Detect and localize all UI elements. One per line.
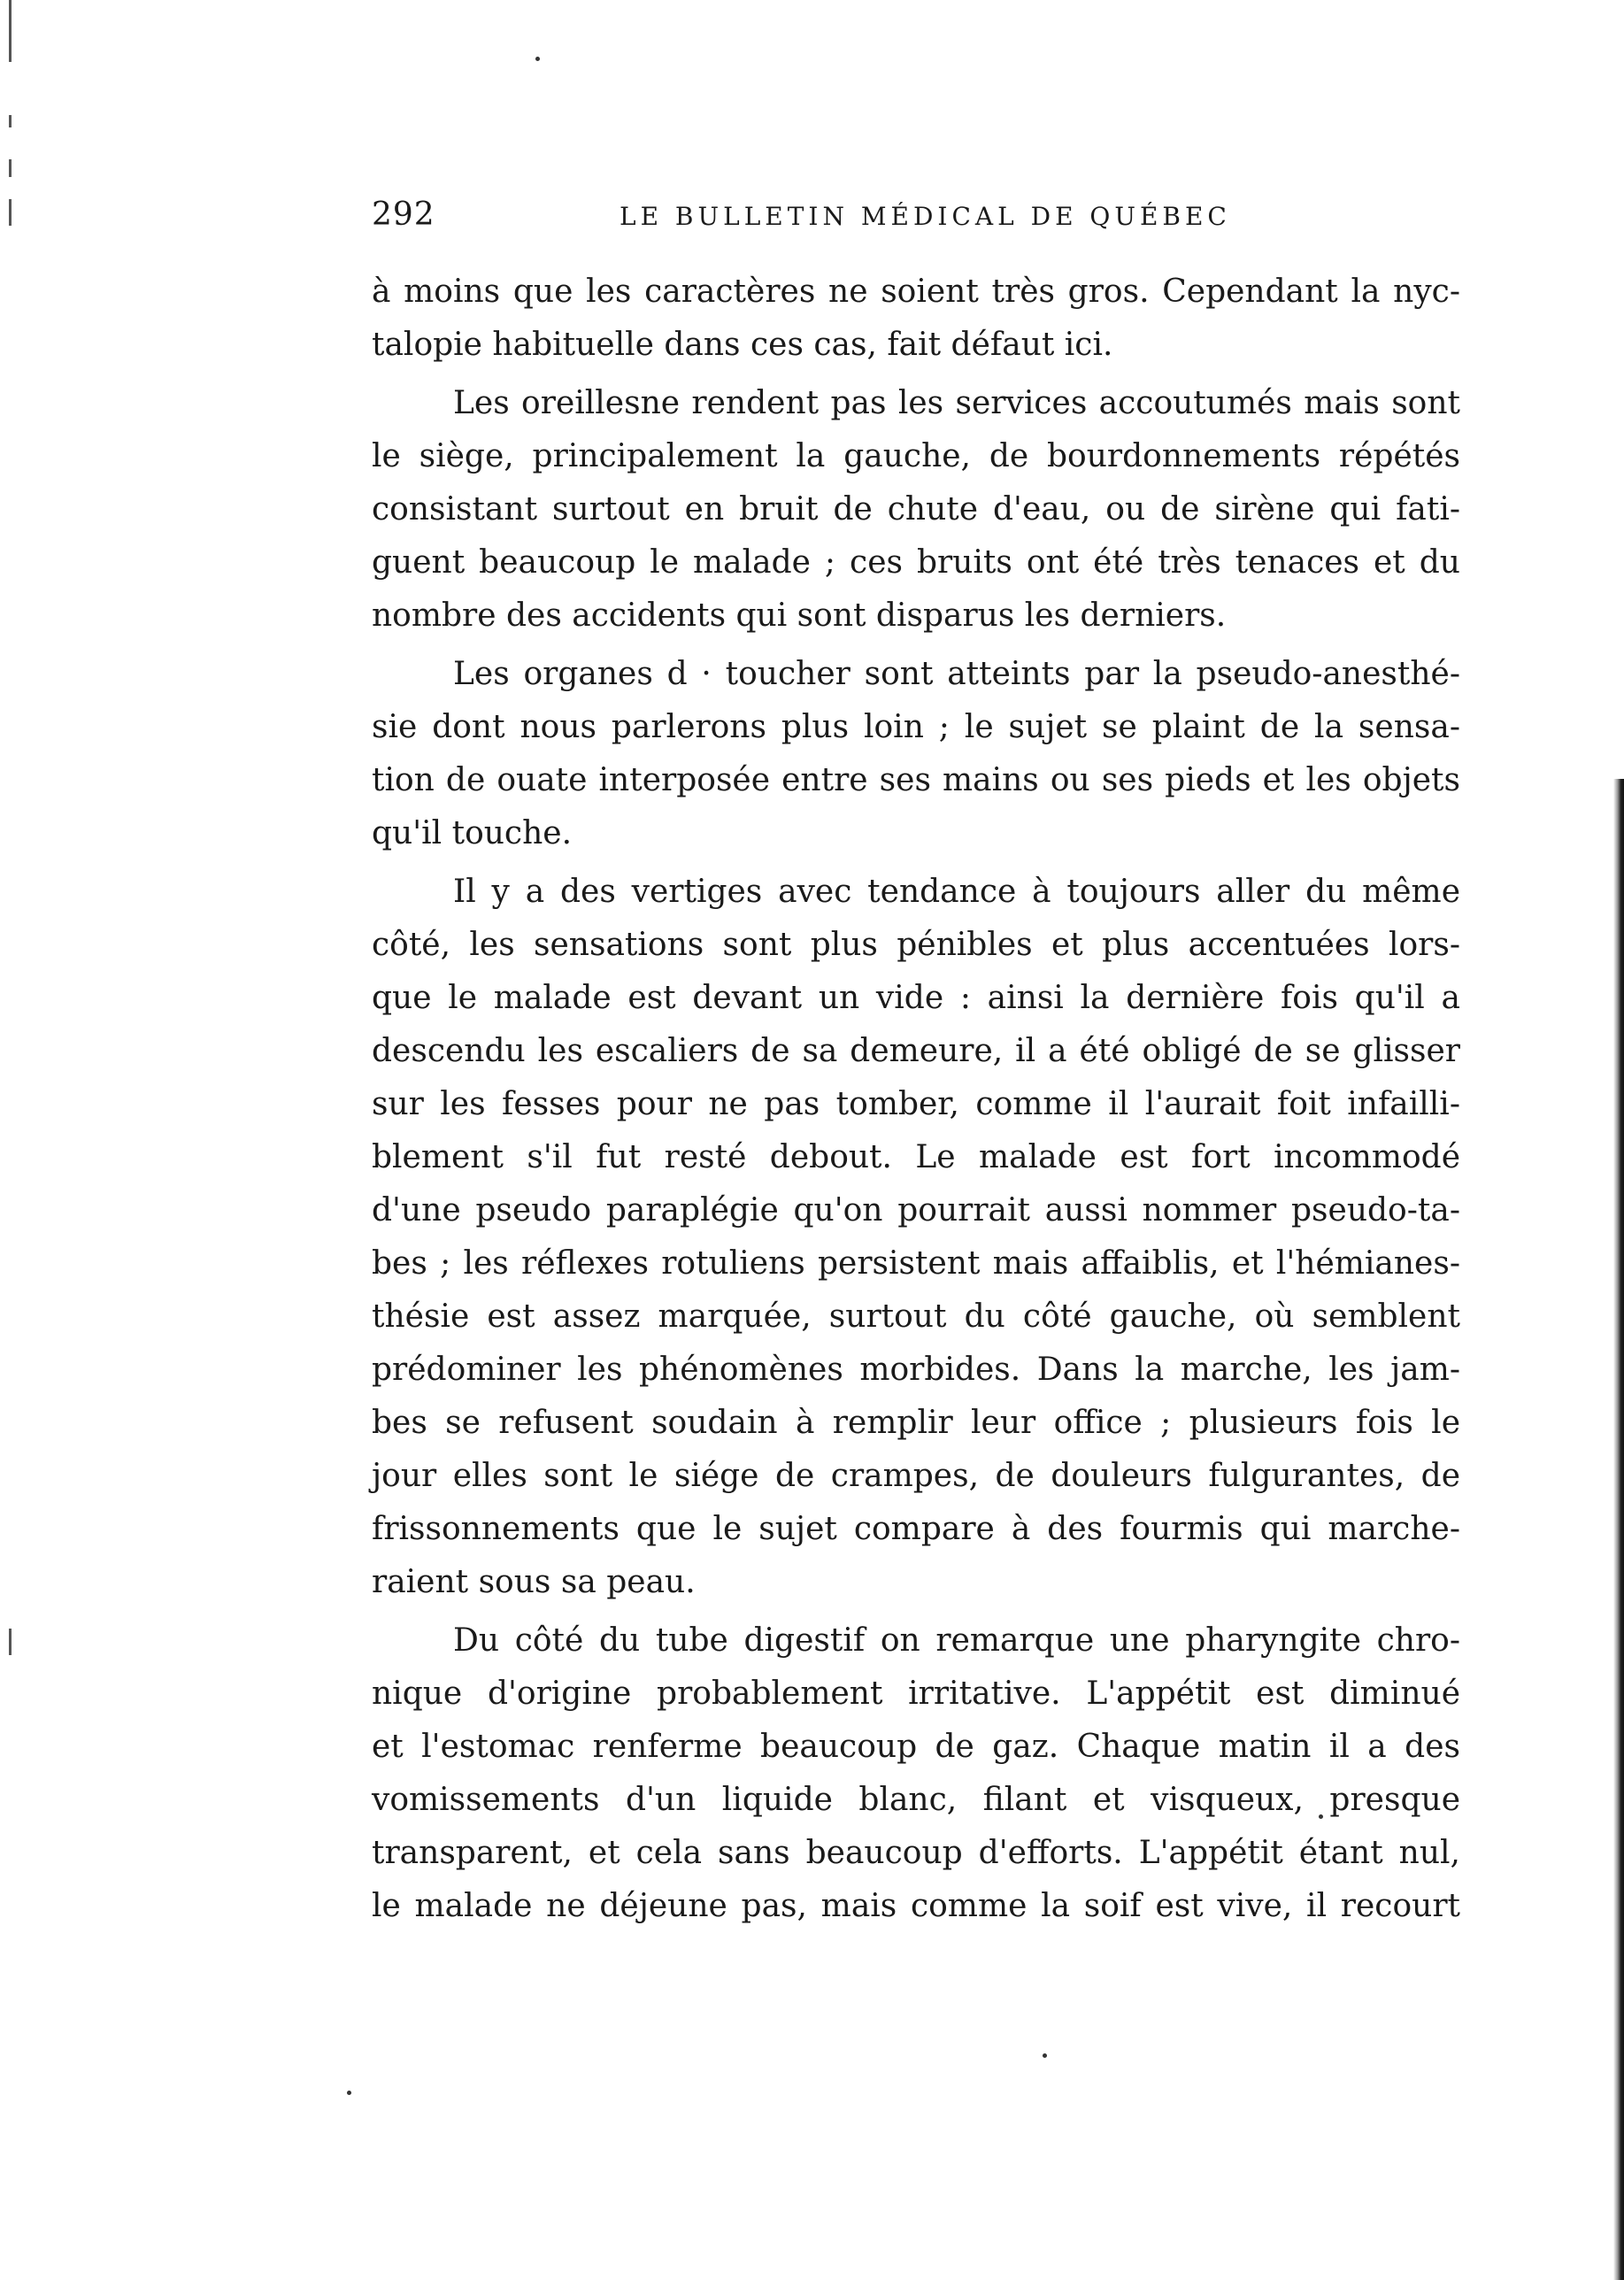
- scan-right-edge: [1613, 779, 1624, 2280]
- text-line: Il y a des vertiges avec tendance à toujours aller du même: [453, 874, 1460, 910]
- text-line: Les organes d · toucher sont atteints par la pseudo-anesthé-: [453, 656, 1460, 692]
- page-number: 292: [372, 196, 435, 233]
- text-line: tion de ouate interposée entre ses mains ou ses pieds et les objets: [372, 762, 1460, 798]
- text-line: le siège, principalement la gauche, de bourdonnements répétés: [372, 438, 1460, 474]
- scan-left-edge: [0, 0, 35, 2280]
- text-line: talopie habituelle dans ces cas, fait défaut ici.: [372, 327, 1113, 363]
- text-line: prédominer les phénomènes morbides. Dans la marche, les jam-: [372, 1352, 1460, 1388]
- paragraph: [372, 1614, 1460, 1933]
- scan-speck: [535, 57, 540, 61]
- text-line: consistant surtout en bruit de chute d'eau, ou de sirène qui fati-: [372, 491, 1460, 528]
- scan-mark: [9, 1629, 12, 1655]
- scan-mark: [9, 0, 12, 62]
- text-line: sie dont nous parlerons plus loin ; le sujet se plaint de la sensa-: [372, 709, 1460, 745]
- text-line: à moins que les caractères ne soient très gros. Cependant la nyc-: [372, 273, 1460, 310]
- text-line: frissonnements que le sujet compare à des fourmis qui marche-: [372, 1511, 1460, 1547]
- text-line: raient sous sa peau.: [372, 1564, 696, 1600]
- paragraph: [372, 866, 1460, 1609]
- text-line: Les oreillesne rendent pas les services accoutumés mais sont: [453, 385, 1460, 421]
- text-line: le malade ne déjeune pas, mais comme la soif est vive, il recourt: [372, 1888, 1460, 1924]
- text-line: bes ; les réflexes rotuliens persistent mais affaiblis, et l'hémianes-: [372, 1245, 1460, 1282]
- paragraph: [372, 266, 1460, 372]
- scan-speck: [347, 2091, 351, 2095]
- text-line: blement s'il fut resté debout. Le malade est fort incommodé: [372, 1139, 1460, 1175]
- text-line: nique d'origine probablement irritative. L'appétit est diminué: [372, 1675, 1460, 1712]
- scan-mark: [9, 199, 12, 226]
- text-line: que le malade est devant un vide : ainsi la dernière fois qu'il a: [372, 980, 1460, 1016]
- text-line: descendu les escaliers de sa demeure, il a été obligé de se glisser: [372, 1033, 1460, 1069]
- body-text: [372, 266, 1460, 1938]
- text-line: sur les fesses pour ne pas tomber, comme il l'aurait foit infailli-: [372, 1086, 1460, 1122]
- text-line: qu'il touche.: [372, 815, 573, 851]
- scan-speck: [1043, 2053, 1047, 2058]
- text-line: guent beaucoup le malade ; ces bruits ont été très tenaces et du: [372, 544, 1460, 581]
- text-line: côté, les sensations sont plus pénibles et plus accentuées lors-: [372, 927, 1460, 963]
- page-header: [372, 196, 1460, 241]
- paragraph: [372, 648, 1460, 860]
- text-line: Du côté du tube digestif on remarque une pharyngite chro-: [453, 1622, 1460, 1659]
- text-line: jour elles sont le siége de crampes, de douleurs fulgurantes, de: [372, 1458, 1460, 1494]
- paragraph: [372, 377, 1460, 643]
- text-line: transparent, et cela sans beaucoup d'efforts. L'appétit étant nul,: [372, 1835, 1460, 1871]
- text-line: et l'estomac renferme beaucoup de gaz. Chaque matin il a des: [372, 1729, 1460, 1765]
- text-line: vomissements d'un liquide blanc, filant et visqueux, presque: [372, 1782, 1460, 1818]
- running-title: LE BULLETIN MÉDICAL DE QUÉBEC: [620, 202, 1231, 231]
- scan-mark: [9, 159, 12, 177]
- scan-mark: [9, 115, 12, 127]
- text-line: bes se refusent soudain à remplir leur office ; plusieurs fois le: [372, 1405, 1460, 1441]
- text-line: nombre des accidents qui sont disparus les derniers.: [372, 597, 1227, 634]
- text-line: thésie est assez marquée, surtout du côté gauche, où semblent: [372, 1298, 1460, 1335]
- text-line: d'une pseudo paraplégie qu'on pourrait aussi nommer pseudo-ta-: [372, 1192, 1460, 1229]
